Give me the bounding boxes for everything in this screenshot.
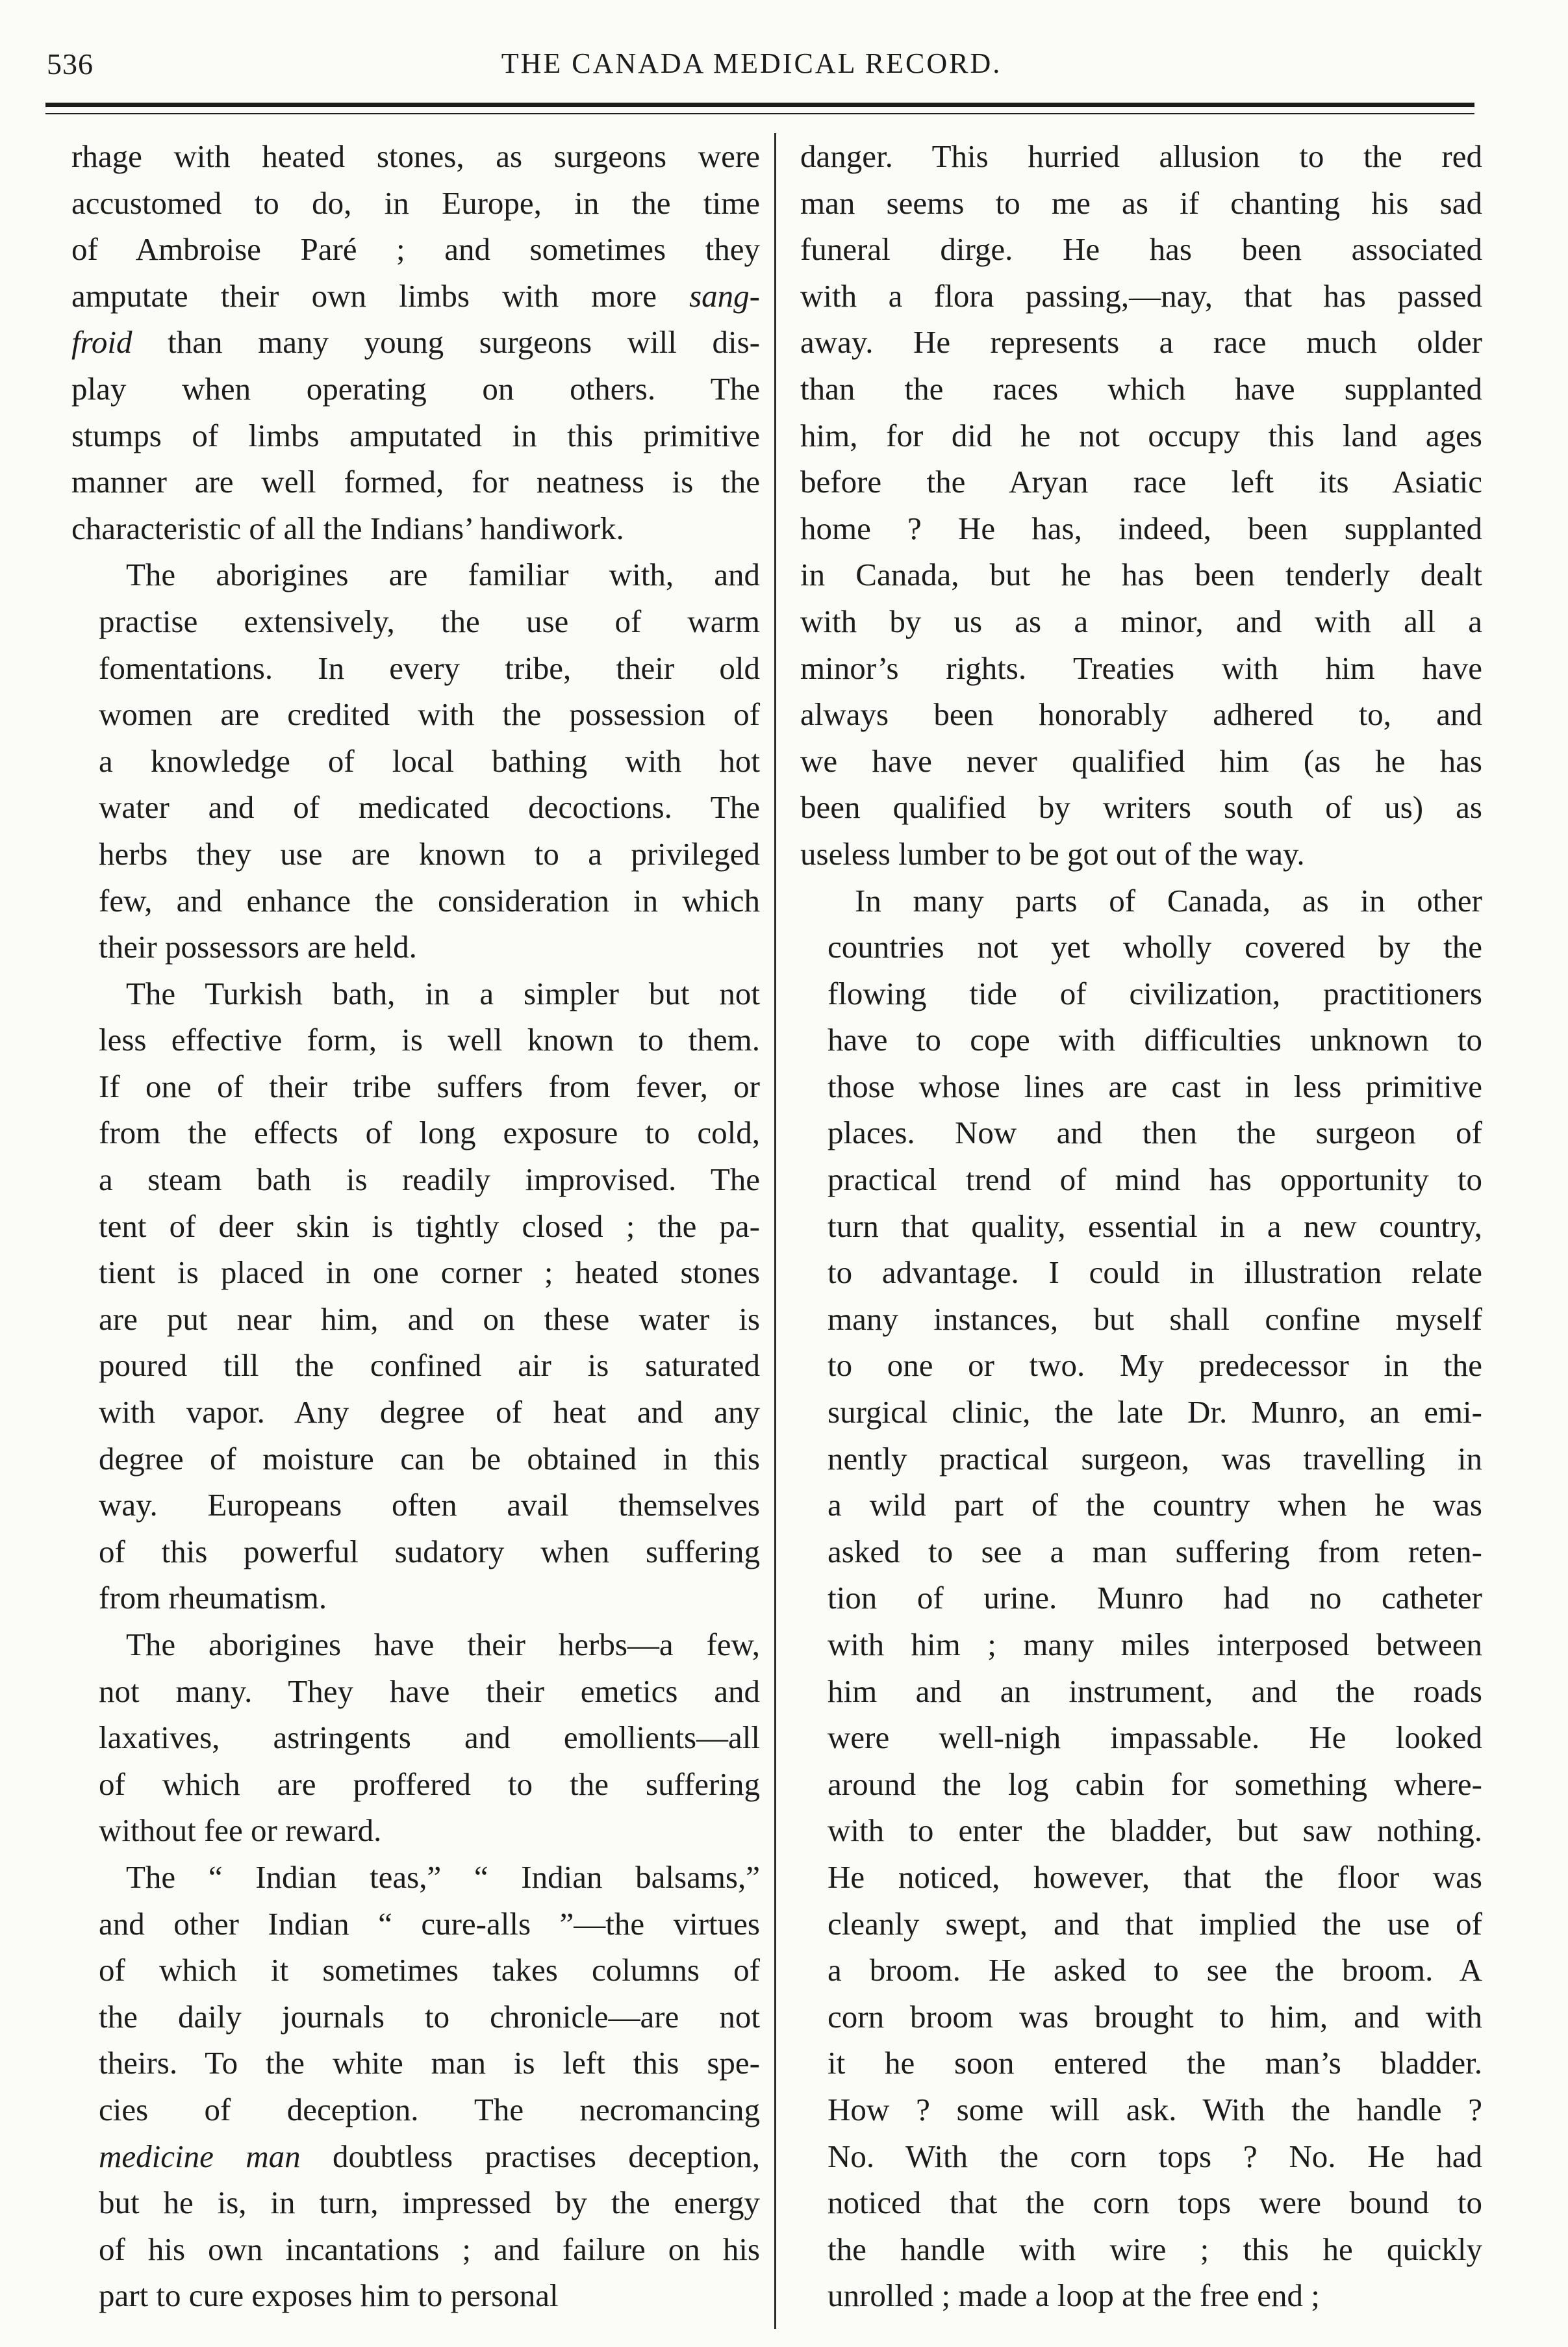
text-line: were well-nigh impassable. He looked	[828, 1719, 1482, 1756]
text-line: with him ; many miles interposed between	[828, 1627, 1482, 1662]
text-line: part to cure exposes him to personal	[99, 2277, 559, 2314]
text-line: asked to see a man suffering from reten-	[828, 1533, 1482, 1569]
text-line: of which are proffered to the suffering	[99, 1766, 760, 1802]
text-line: always been honorably adhered to, and	[800, 696, 1482, 733]
text-line: The “ Indian teas,” “ Indian balsams,”	[126, 1859, 760, 1895]
text-line: of this powerful sudatory when suffering	[99, 1533, 760, 1569]
text-line: noticed that the corn tops were bound to	[828, 2185, 1482, 2221]
text-line: a steam bath is readily improvised. The	[99, 1161, 760, 1198]
page-number: 536	[47, 47, 94, 81]
text-line: rhage with heated stones, as surgeons were	[71, 138, 760, 174]
text-line: the handle with wire ; this he quickly	[828, 2231, 1482, 2267]
text-line: him, for did he not occupy this land ages	[800, 417, 1482, 453]
text-line: poured till the confined air is saturated	[99, 1347, 760, 1384]
text-line: manner are well formed, for neatness is the	[71, 464, 760, 500]
text-line: a knowledge of local bathing with hot	[99, 742, 760, 779]
left-column	[71, 133, 760, 2319]
text-line: funeral dirge. He has been associated	[800, 231, 1482, 268]
text-line: fomentations. In every tribe, their old	[99, 650, 760, 686]
text-line: water and of medicated decoctions. The	[99, 789, 760, 826]
text-line: nently practical surgeon, was travelling in	[828, 1440, 1482, 1477]
text-line: corn broom was brought to him, and with	[828, 1998, 1482, 2035]
text-line: The Turkish bath, in a simpler but not	[126, 975, 760, 1011]
text-line: of which it sometimes takes columns of	[99, 1952, 760, 1988]
text-line: unrolled ; made a loop at the free end ;	[828, 2277, 1320, 2314]
text-line: accustomed to do, in Europe, in the time	[71, 184, 760, 221]
header-rule-thin	[45, 113, 1474, 114]
header-rule-thick	[45, 103, 1474, 107]
text-line: man seems to me as if chanting his sad	[800, 184, 1482, 221]
text-line: surgical clinic, the late Dr. Munro, an emi-	[828, 1394, 1482, 1430]
page-header	[47, 47, 1456, 92]
text-line: a broom. He asked to see the broom. A	[828, 1952, 1482, 1988]
text-line: but he is, in turn, impressed by the energy	[99, 2185, 760, 2221]
text-line: cies of deception. The necromancing	[99, 2091, 760, 2127]
text-line: without fee or reward.	[99, 1812, 382, 1849]
text-line: away. He represents a race much older	[800, 324, 1482, 361]
text-line: the daily journals to chronicle—are not	[99, 1998, 760, 2035]
text-line: practise extensively, the use of warm	[99, 603, 760, 639]
text-line: been qualified by writers south of us) as	[800, 789, 1482, 826]
text-line: minor’s rights. Treaties with him have	[800, 650, 1482, 686]
text-line: many instances, but shall confine myself	[828, 1300, 1482, 1337]
text-line: stumps of limbs amputated in this primitive	[71, 417, 760, 453]
text-line: tion of urine. Munro had no catheter	[828, 1580, 1482, 1616]
text-line: No. With the corn tops ? No. He had	[828, 2138, 1482, 2174]
text-line: cleanly swept, and that implied the use of	[828, 1905, 1482, 1942]
text-line: it he soon entered the man’s bladder.	[828, 2045, 1482, 2081]
text-line: theirs. To the white man is left this spe-	[99, 2045, 760, 2081]
paragraph	[71, 133, 760, 552]
text-line: before the Aryan race left its Asiatic	[800, 464, 1482, 500]
text-line: few, and enhance the consideration in which	[99, 882, 760, 919]
text-line: way. Europeans often avail themselves	[99, 1487, 760, 1523]
paragraph	[71, 552, 760, 970]
text-line: The aborigines are familiar with, and	[126, 557, 760, 593]
text-line: medicine man doubtless practises deception,	[99, 2138, 761, 2174]
text-line: we have never qualified him (as he has	[800, 742, 1482, 779]
paragraph	[800, 133, 1482, 878]
text-line: from the effects of long exposure to cold,	[99, 1115, 760, 1151]
text-line: countries not yet wholly covered by the	[828, 929, 1482, 965]
text-line: In many parts of Canada, as in other	[855, 882, 1482, 919]
text-line: laxatives, astringents and emollients—all	[99, 1719, 760, 1756]
text-line: of his own incantations ; and failure on his	[99, 2231, 760, 2267]
text-line: The aborigines have their herbs—a few,	[126, 1627, 760, 1662]
text-line: If one of their tribe suffers from fever, or	[99, 1068, 760, 1104]
text-line: flowing tide of civilization, practitioners	[828, 975, 1482, 1011]
paragraph	[71, 1621, 760, 1854]
text-line: and other Indian “ cure-alls ”—the virtues	[99, 1905, 760, 1942]
text-line: degree of moisture can be obtained in this	[99, 1440, 760, 1477]
text-line: play when operating on others. The	[71, 370, 760, 407]
paragraph	[71, 1854, 760, 2319]
text-line: of Ambroise Paré ; and sometimes they	[71, 231, 760, 268]
text-line: tent of deer skin is tightly closed ; the pa-	[99, 1208, 760, 1244]
text-line: with a flora passing,—nay, that has passed	[800, 277, 1482, 314]
text-line: those whose lines are cast in less primitive	[828, 1068, 1482, 1104]
text-line: danger. This hurried allusion to the red	[800, 138, 1482, 174]
text-line: from rheumatism.	[99, 1580, 327, 1616]
text-line: around the log cabin for something where-	[828, 1766, 1482, 1802]
text-line: useless lumber to be got out of the way.	[800, 835, 1305, 872]
text-line: froid than many young surgeons will dis-	[71, 324, 760, 361]
text-line: are put near him, and on these water is	[99, 1300, 760, 1337]
text-line: tient is placed in one corner ; heated stones	[99, 1254, 760, 1291]
text-line: characteristic of all the Indians’ handiwork.	[71, 510, 624, 546]
text-line: herbs they use are known to a privileged	[99, 835, 760, 872]
text-line: than the races which have supplanted	[800, 370, 1482, 407]
text-line: practical trend of mind has opportunity to	[828, 1161, 1482, 1198]
text-line: with by us as a minor, and with all a	[800, 603, 1482, 639]
text-line: him and an instrument, and the roads	[828, 1673, 1482, 1709]
text-line: not many. They have their emetics and	[99, 1673, 760, 1709]
text-line: to advantage. I could in illustration relate	[828, 1254, 1482, 1291]
right-column	[800, 133, 1482, 2319]
text-line: in Canada, but he has been tenderly dealt	[800, 557, 1482, 593]
text-line: a wild part of the country when he was	[828, 1487, 1482, 1523]
text-line: women are credited with the possession of	[99, 696, 760, 733]
text-line: home ? He has, indeed, been supplanted	[800, 510, 1482, 546]
text-line: turn that quality, essential in a new country,	[828, 1208, 1482, 1244]
text-line: to one or two. My predecessor in the	[828, 1347, 1482, 1384]
text-line: with vapor. Any degree of heat and any	[99, 1394, 760, 1430]
text-line: their possessors are held.	[99, 929, 417, 965]
text-line: with to enter the bladder, but saw nothing.	[828, 1812, 1482, 1849]
text-line: places. Now and then the surgeon of	[828, 1115, 1482, 1151]
text-line: amputate their own limbs with more sang-	[71, 277, 760, 314]
running-title: THE CANADA MEDICAL RECORD.	[501, 47, 1002, 79]
text-line: have to cope with difficulties unknown to	[828, 1022, 1482, 1058]
text-line: How ? some will ask. With the handle ?	[828, 2091, 1482, 2127]
column-divider	[774, 133, 776, 2329]
text-line: He noticed, however, that the floor was	[828, 1859, 1482, 1895]
paragraph	[71, 971, 760, 1621]
text-line: less effective form, is well known to them.	[99, 1022, 760, 1058]
paragraph	[800, 878, 1482, 2319]
